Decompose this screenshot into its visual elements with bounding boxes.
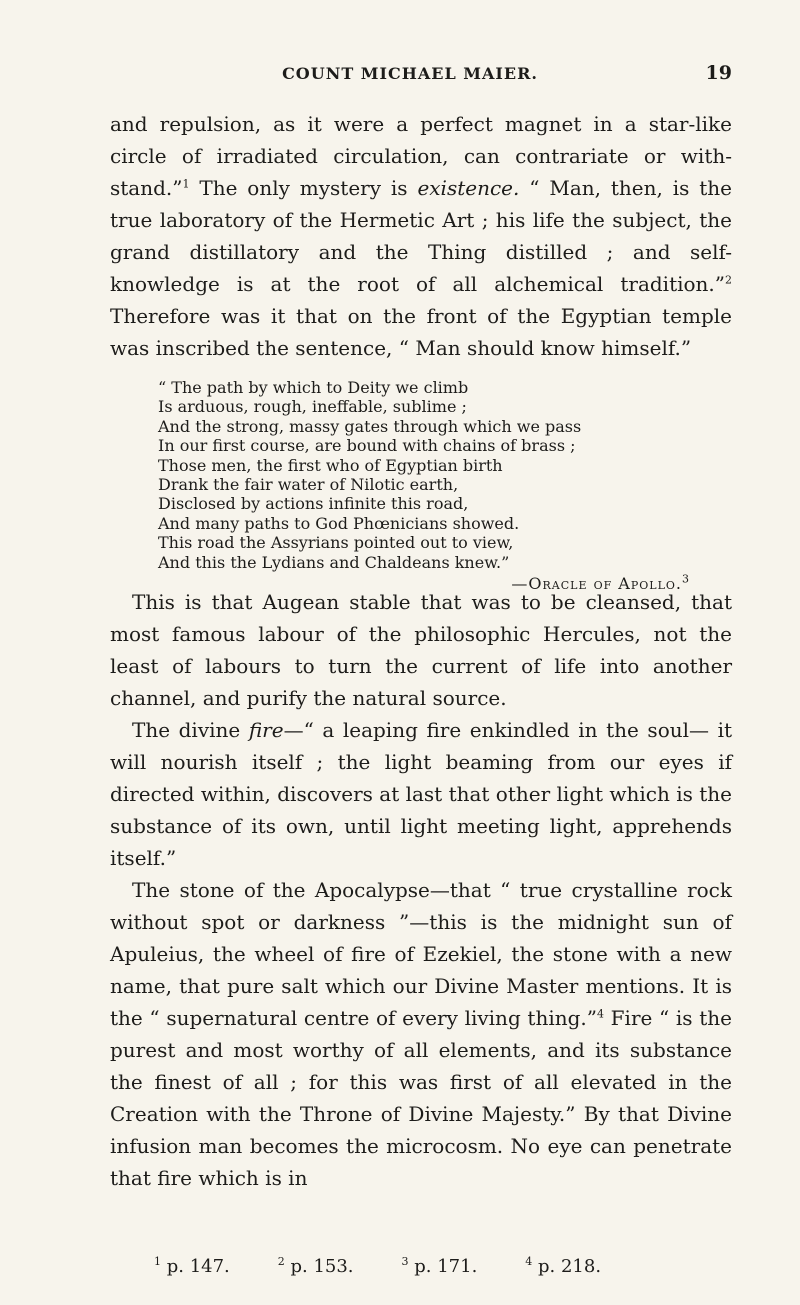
verse-line: And many paths to God Phœnicians showed. bbox=[158, 513, 520, 533]
running-title: COUNT MICHAEL MAIER. bbox=[282, 64, 538, 83]
footnote: $^4$ p. 218. bbox=[525, 1255, 602, 1277]
verse-line: Is arduous, rough, ineffable, sublime ; bbox=[158, 397, 467, 417]
footnotes bbox=[110, 1256, 774, 1277]
footnote: $^3$ p. 171. bbox=[401, 1255, 478, 1277]
footnote: $^1$ p. 147. bbox=[154, 1255, 230, 1277]
paragraph-text: The stone of the Apocalypse—that “ true crystalline rock without spot or darkness ”—this is the midnight sun of Apuleius, the wheel of fire of Ezekiel, the stone with a new name, that pure salt which our Divine Master mentions. It is the “ supernatural centre of every living thing.”$^4$ Fire “ is the purest and most worthy of all elements, and its substance the finest of all ; for this was first of all elevated in the Creation with the Throne of Divine Majesty.” By that Divine infusion man becomes the microcosm. No eye can penetrate that fire which is in bbox=[110, 878, 732, 1190]
footnote-ref-1: 1 bbox=[182, 177, 190, 191]
page-header bbox=[110, 62, 732, 96]
page-number: 19 bbox=[705, 62, 732, 84]
verse-quotation bbox=[158, 378, 718, 594]
verse-line: And the strong, massy gates through which we pass bbox=[158, 416, 582, 436]
verse-line: In our first course, are bound with chains of brass ; bbox=[158, 436, 576, 456]
footnote: $^2$ p. 153. bbox=[277, 1255, 354, 1277]
paragraph-1 bbox=[110, 108, 732, 364]
footnote-ref-3: 3 bbox=[682, 572, 690, 586]
paragraph-3 bbox=[110, 714, 732, 874]
emphasis-fire: fire bbox=[248, 718, 284, 742]
paragraph-2 bbox=[110, 586, 732, 714]
emphasis-existence: existence. bbox=[417, 176, 520, 200]
paragraph-4 bbox=[110, 874, 732, 1194]
verse-line: This road the Assyrians pointed out to view, bbox=[158, 533, 514, 553]
verse-attribution: —Oracle of Apollo.$^3$ bbox=[511, 572, 690, 594]
paragraph-text: The divine fire—“ a leaping fire enkindled in the soul— it will nourish itself ; the light beaming from our eyes if directed within, discovers at last that other light which is the substance of its own, until light meeting light, apprehends itself.” bbox=[110, 718, 733, 870]
footnote-ref-2: 2 bbox=[725, 273, 732, 287]
footnote-ref-4: 4 bbox=[597, 1007, 604, 1021]
verse-line: Disclosed by actions infinite this road, bbox=[158, 494, 469, 514]
paragraph-text: and repulsion, as it were a perfect magnet in a star-like circle of irradiated circulation, can contrariate or with-stand.”$^1$ The only mystery is existence. “ Man, then, is the true laboratory of the Hermetic Art ; his life the subject, the grand distillatory and the Thing distilled ; and self-knowledge is at the root of all alchemical tradition.”$^2$ Therefore was it that on the front of the Egyptian temple was inscribed the sentence, “ Man should know himself.” bbox=[110, 112, 732, 360]
verse-line: And this the Lydians and Chaldeans knew.” bbox=[158, 552, 510, 572]
verse-line: “ The path by which to Deity we climb bbox=[158, 378, 469, 397]
paragraph-text: This is that Augean stable that was to be cleansed, that most famous labour of the philosophic Hercules, not the least of labours to turn the current of life into another channel, and purify the natural source. bbox=[110, 590, 732, 710]
verse-line: Drank the fair water of Nilotic earth, bbox=[158, 475, 459, 495]
verse-line: Those men, the first who of Egyptian birth bbox=[158, 455, 503, 475]
